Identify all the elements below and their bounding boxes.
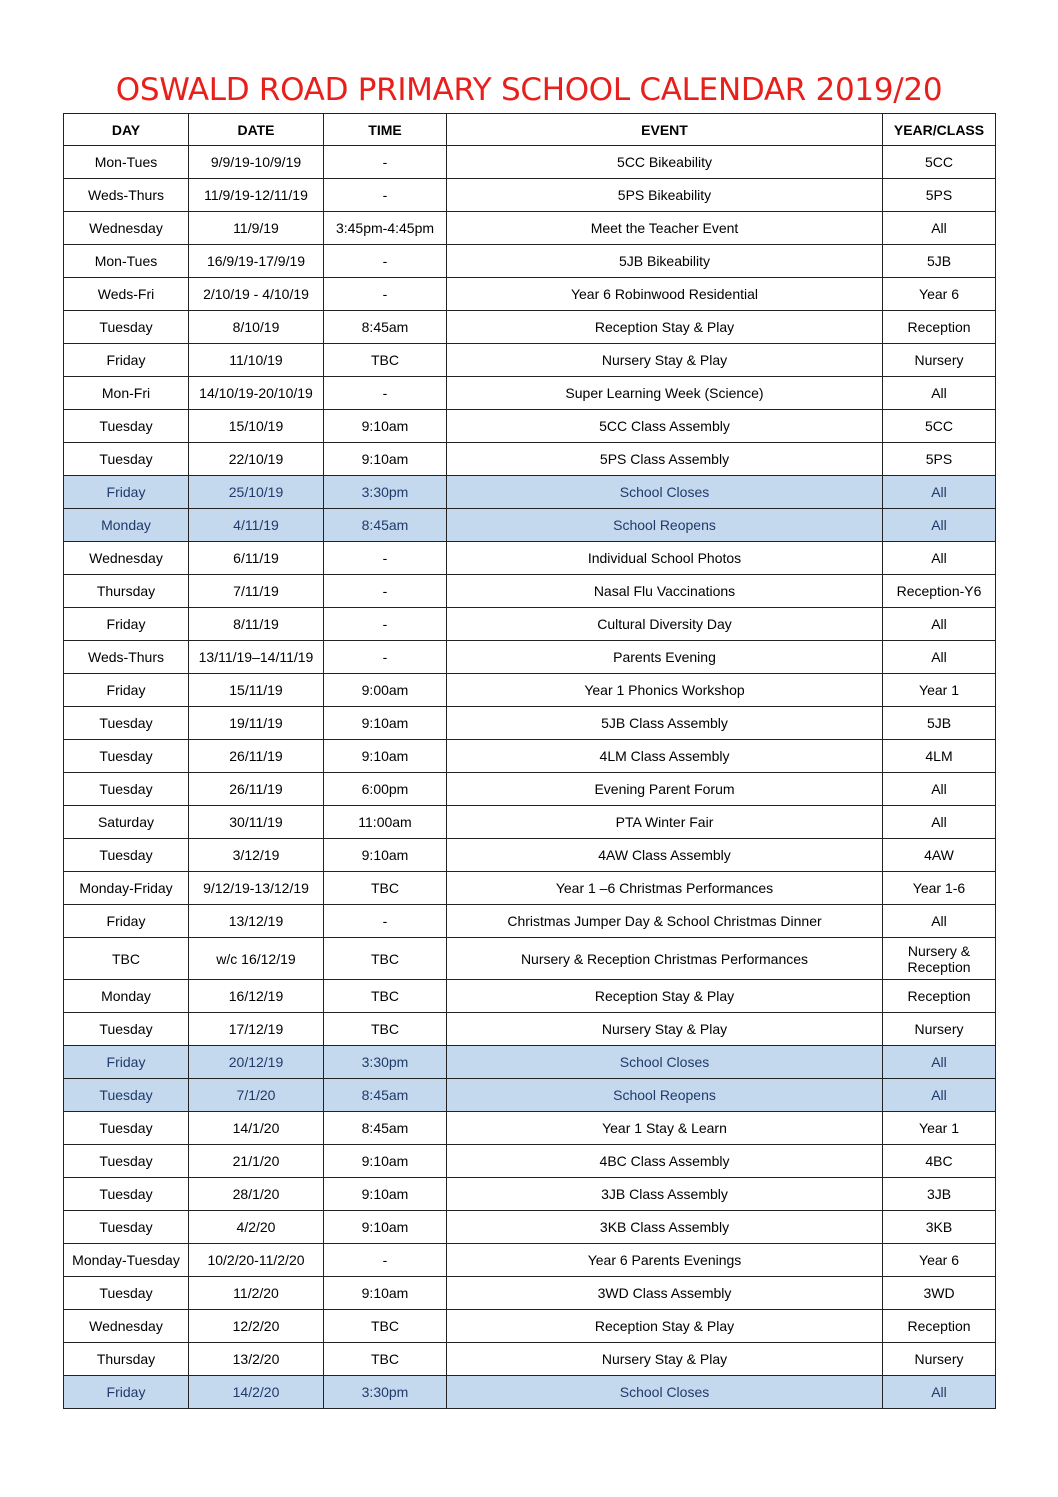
cell-year-class: Reception-Y6 bbox=[883, 575, 996, 608]
cell-time: - bbox=[324, 278, 447, 311]
table-row bbox=[64, 1178, 996, 1211]
table-row bbox=[64, 773, 996, 806]
cell-date: 14/2/20 bbox=[189, 1376, 324, 1409]
header-day: DAY bbox=[64, 114, 189, 146]
cell-time: - bbox=[324, 608, 447, 641]
cell-year-class: Reception bbox=[883, 1310, 996, 1343]
cell-time: 6:00pm bbox=[324, 773, 447, 806]
cell-year-class: 5CC bbox=[883, 410, 996, 443]
holiday-row bbox=[64, 1079, 996, 1112]
cell-day: Friday bbox=[64, 608, 189, 641]
cell-time: - bbox=[324, 575, 447, 608]
cell-time: 8:45am bbox=[324, 1112, 447, 1145]
table-row bbox=[64, 410, 996, 443]
cell-event: Nursery Stay & Play bbox=[447, 1013, 883, 1046]
cell-date: 26/11/19 bbox=[189, 740, 324, 773]
cell-event: 5CC Bikeability bbox=[447, 146, 883, 179]
cell-year-class: All bbox=[883, 1376, 996, 1409]
cell-event: 3JB Class Assembly bbox=[447, 1178, 883, 1211]
table-row bbox=[64, 1112, 996, 1145]
cell-event: 4AW Class Assembly bbox=[447, 839, 883, 872]
cell-year-class: All bbox=[883, 806, 996, 839]
cell-year-class: All bbox=[883, 212, 996, 245]
cell-time: 9:10am bbox=[324, 1277, 447, 1310]
cell-date: 11/10/19 bbox=[189, 344, 324, 377]
cell-date: 22/10/19 bbox=[189, 443, 324, 476]
cell-year-class: All bbox=[883, 542, 996, 575]
table-row bbox=[64, 839, 996, 872]
cell-year-class: 5JB bbox=[883, 245, 996, 278]
cell-day: Tuesday bbox=[64, 1079, 189, 1112]
cell-day: Mon-Tues bbox=[64, 245, 189, 278]
cell-date: 4/2/20 bbox=[189, 1211, 324, 1244]
cell-day: TBC bbox=[64, 938, 189, 980]
cell-day: Saturday bbox=[64, 806, 189, 839]
table-row bbox=[64, 641, 996, 674]
cell-event: Year 6 Robinwood Residential bbox=[447, 278, 883, 311]
cell-year-class: 4BC bbox=[883, 1145, 996, 1178]
cell-date: 14/10/19-20/10/19 bbox=[189, 377, 324, 410]
cell-time: TBC bbox=[324, 1343, 447, 1376]
cell-date: 16/12/19 bbox=[189, 980, 324, 1013]
cell-date: 8/10/19 bbox=[189, 311, 324, 344]
cell-event: School Closes bbox=[447, 476, 883, 509]
cell-time: - bbox=[324, 146, 447, 179]
cell-date: 11/9/19-12/11/19 bbox=[189, 179, 324, 212]
cell-time: TBC bbox=[324, 1013, 447, 1046]
cell-date: 11/9/19 bbox=[189, 212, 324, 245]
calendar-header bbox=[64, 114, 996, 146]
table-row bbox=[64, 1277, 996, 1310]
cell-date: 14/1/20 bbox=[189, 1112, 324, 1145]
cell-day: Weds-Thurs bbox=[64, 641, 189, 674]
cell-event: 3KB Class Assembly bbox=[447, 1211, 883, 1244]
table-row bbox=[64, 1145, 996, 1178]
table-row bbox=[64, 1310, 996, 1343]
cell-time: TBC bbox=[324, 1310, 447, 1343]
cell-event: Nasal Flu Vaccinations bbox=[447, 575, 883, 608]
cell-event: 5CC Class Assembly bbox=[447, 410, 883, 443]
cell-date: w/c 16/12/19 bbox=[189, 938, 324, 980]
cell-day: Tuesday bbox=[64, 311, 189, 344]
cell-time: 9:00am bbox=[324, 674, 447, 707]
cell-event: 4LM Class Assembly bbox=[447, 740, 883, 773]
cell-year-class: Reception bbox=[883, 980, 996, 1013]
cell-date: 13/12/19 bbox=[189, 905, 324, 938]
cell-date: 20/12/19 bbox=[189, 1046, 324, 1079]
cell-date: 17/12/19 bbox=[189, 1013, 324, 1046]
cell-event: Reception Stay & Play bbox=[447, 311, 883, 344]
table-row bbox=[64, 806, 996, 839]
cell-event: Year 1 –6 Christmas Performances bbox=[447, 872, 883, 905]
cell-time: TBC bbox=[324, 344, 447, 377]
holiday-row bbox=[64, 1046, 996, 1079]
cell-event: 4BC Class Assembly bbox=[447, 1145, 883, 1178]
cell-day: Weds-Fri bbox=[64, 278, 189, 311]
cell-event: 5JB Class Assembly bbox=[447, 707, 883, 740]
cell-day: Tuesday bbox=[64, 773, 189, 806]
cell-event: School Reopens bbox=[447, 509, 883, 542]
calendar-body bbox=[64, 146, 996, 1409]
cell-day: Monday bbox=[64, 980, 189, 1013]
cell-date: 15/10/19 bbox=[189, 410, 324, 443]
cell-day: Friday bbox=[64, 1046, 189, 1079]
calendar-table bbox=[63, 113, 996, 1409]
cell-event: Evening Parent Forum bbox=[447, 773, 883, 806]
cell-event: School Reopens bbox=[447, 1079, 883, 1112]
cell-event: PTA Winter Fair bbox=[447, 806, 883, 839]
table-row bbox=[64, 575, 996, 608]
cell-event: Year 1 Stay & Learn bbox=[447, 1112, 883, 1145]
cell-time: - bbox=[324, 641, 447, 674]
cell-year-class: Nursery bbox=[883, 1343, 996, 1376]
cell-date: 3/12/19 bbox=[189, 839, 324, 872]
cell-year-class: 3KB bbox=[883, 1211, 996, 1244]
table-row bbox=[64, 146, 996, 179]
cell-year-class: 5JB bbox=[883, 707, 996, 740]
cell-event: 3WD Class Assembly bbox=[447, 1277, 883, 1310]
cell-date: 13/11/19–14/11/19 bbox=[189, 641, 324, 674]
cell-time: 3:30pm bbox=[324, 1046, 447, 1079]
table-row bbox=[64, 443, 996, 476]
table-row bbox=[64, 740, 996, 773]
cell-date: 21/1/20 bbox=[189, 1145, 324, 1178]
cell-year-class: All bbox=[883, 377, 996, 410]
cell-event: Nursery Stay & Play bbox=[447, 1343, 883, 1376]
cell-day: Tuesday bbox=[64, 1112, 189, 1145]
cell-date: 30/11/19 bbox=[189, 806, 324, 839]
cell-year-class: All bbox=[883, 1046, 996, 1079]
cell-date: 28/1/20 bbox=[189, 1178, 324, 1211]
cell-time: TBC bbox=[324, 980, 447, 1013]
cell-event: Meet the Teacher Event bbox=[447, 212, 883, 245]
cell-day: Friday bbox=[64, 476, 189, 509]
cell-event: Year 1 Phonics Workshop bbox=[447, 674, 883, 707]
table-row bbox=[64, 278, 996, 311]
cell-event: 5PS Class Assembly bbox=[447, 443, 883, 476]
cell-event: 5JB Bikeability bbox=[447, 245, 883, 278]
header-year-class: YEAR/CLASS bbox=[883, 114, 996, 146]
cell-time: 3:30pm bbox=[324, 1376, 447, 1409]
cell-year-class: Year 6 bbox=[883, 278, 996, 311]
cell-year-class: All bbox=[883, 509, 996, 542]
cell-time: 9:10am bbox=[324, 443, 447, 476]
cell-event: Nursery & Reception Christmas Performances bbox=[447, 938, 883, 980]
table-row bbox=[64, 212, 996, 245]
table-row bbox=[64, 311, 996, 344]
cell-date: 2/10/19 - 4/10/19 bbox=[189, 278, 324, 311]
header-event: EVENT bbox=[447, 114, 883, 146]
cell-time: 8:45am bbox=[324, 1079, 447, 1112]
cell-event: Reception Stay & Play bbox=[447, 980, 883, 1013]
cell-day: Friday bbox=[64, 674, 189, 707]
cell-date: 13/2/20 bbox=[189, 1343, 324, 1376]
cell-year-class: Year 1-6 bbox=[883, 872, 996, 905]
cell-day: Thursday bbox=[64, 1343, 189, 1376]
cell-time: 11:00am bbox=[324, 806, 447, 839]
cell-time: 3:45pm-4:45pm bbox=[324, 212, 447, 245]
cell-day: Mon-Tues bbox=[64, 146, 189, 179]
cell-day: Wednesday bbox=[64, 1310, 189, 1343]
cell-date: 6/11/19 bbox=[189, 542, 324, 575]
cell-day: Friday bbox=[64, 344, 189, 377]
cell-day: Tuesday bbox=[64, 1277, 189, 1310]
cell-year-class: Year 1 bbox=[883, 1112, 996, 1145]
table-row bbox=[64, 872, 996, 905]
cell-day: Friday bbox=[64, 905, 189, 938]
holiday-row bbox=[64, 509, 996, 542]
cell-day: Tuesday bbox=[64, 1178, 189, 1211]
cell-time: 9:10am bbox=[324, 740, 447, 773]
cell-day: Tuesday bbox=[64, 740, 189, 773]
cell-time: 9:10am bbox=[324, 839, 447, 872]
cell-date: 26/11/19 bbox=[189, 773, 324, 806]
header-time: TIME bbox=[324, 114, 447, 146]
cell-year-class: 5PS bbox=[883, 443, 996, 476]
cell-day: Thursday bbox=[64, 575, 189, 608]
cell-event: Reception Stay & Play bbox=[447, 1310, 883, 1343]
cell-date: 12/2/20 bbox=[189, 1310, 324, 1343]
cell-year-class: All bbox=[883, 641, 996, 674]
cell-event: Individual School Photos bbox=[447, 542, 883, 575]
cell-date: 9/9/19-10/9/19 bbox=[189, 146, 324, 179]
cell-day: Tuesday bbox=[64, 707, 189, 740]
table-row bbox=[64, 344, 996, 377]
page-title: OSWALD ROAD PRIMARY SCHOOL CALENDAR 2019/20 bbox=[115, 72, 943, 108]
table-row bbox=[64, 245, 996, 278]
cell-year-class: All bbox=[883, 476, 996, 509]
cell-event: Year 6 Parents Evenings bbox=[447, 1244, 883, 1277]
cell-time: 9:10am bbox=[324, 410, 447, 443]
table-row bbox=[64, 707, 996, 740]
cell-day: Tuesday bbox=[64, 443, 189, 476]
cell-day: Tuesday bbox=[64, 839, 189, 872]
cell-time: - bbox=[324, 905, 447, 938]
cell-time: TBC bbox=[324, 938, 447, 980]
cell-day: Tuesday bbox=[64, 1145, 189, 1178]
cell-day: Tuesday bbox=[64, 410, 189, 443]
cell-year-class: Year 6 bbox=[883, 1244, 996, 1277]
cell-time: - bbox=[324, 1244, 447, 1277]
cell-date: 10/2/20-11/2/20 bbox=[189, 1244, 324, 1277]
cell-event: Christmas Jumper Day & School Christmas Dinner bbox=[447, 905, 883, 938]
cell-date: 8/11/19 bbox=[189, 608, 324, 641]
holiday-row bbox=[64, 1376, 996, 1409]
cell-date: 19/11/19 bbox=[189, 707, 324, 740]
cell-date: 25/10/19 bbox=[189, 476, 324, 509]
cell-day: Tuesday bbox=[64, 1013, 189, 1046]
cell-year-class: Year 1 bbox=[883, 674, 996, 707]
cell-day: Friday bbox=[64, 1376, 189, 1409]
cell-year-class: 3JB bbox=[883, 1178, 996, 1211]
cell-year-class: Nursery & Reception bbox=[883, 938, 996, 980]
cell-time: 9:10am bbox=[324, 1211, 447, 1244]
cell-year-class: Nursery bbox=[883, 344, 996, 377]
cell-day: Monday bbox=[64, 509, 189, 542]
cell-day: Wednesday bbox=[64, 542, 189, 575]
cell-event: Parents Evening bbox=[447, 641, 883, 674]
cell-date: 7/11/19 bbox=[189, 575, 324, 608]
table-row bbox=[64, 1211, 996, 1244]
cell-year-class: 4AW bbox=[883, 839, 996, 872]
cell-time: - bbox=[324, 245, 447, 278]
cell-time: - bbox=[324, 179, 447, 212]
cell-year-class: All bbox=[883, 773, 996, 806]
cell-day: Tuesday bbox=[64, 1211, 189, 1244]
table-row bbox=[64, 1343, 996, 1376]
cell-event: 5PS Bikeability bbox=[447, 179, 883, 212]
cell-time: 9:10am bbox=[324, 707, 447, 740]
cell-time: TBC bbox=[324, 872, 447, 905]
cell-date: 15/11/19 bbox=[189, 674, 324, 707]
table-row bbox=[64, 905, 996, 938]
header-date: DATE bbox=[189, 114, 324, 146]
cell-year-class: 4LM bbox=[883, 740, 996, 773]
cell-event: School Closes bbox=[447, 1376, 883, 1409]
cell-date: 4/11/19 bbox=[189, 509, 324, 542]
cell-year-class: All bbox=[883, 608, 996, 641]
cell-time: 8:45am bbox=[324, 311, 447, 344]
cell-year-class: Reception bbox=[883, 311, 996, 344]
table-row bbox=[64, 674, 996, 707]
cell-time: 3:30pm bbox=[324, 476, 447, 509]
cell-event: Super Learning Week (Science) bbox=[447, 377, 883, 410]
cell-time: - bbox=[324, 377, 447, 410]
cell-time: 9:10am bbox=[324, 1145, 447, 1178]
cell-year-class: 5CC bbox=[883, 146, 996, 179]
table-row bbox=[64, 1244, 996, 1277]
table-row bbox=[64, 377, 996, 410]
cell-event: Nursery Stay & Play bbox=[447, 344, 883, 377]
table-row bbox=[64, 542, 996, 575]
cell-time: 9:10am bbox=[324, 1178, 447, 1211]
cell-day: Weds-Thurs bbox=[64, 179, 189, 212]
cell-time: - bbox=[324, 542, 447, 575]
cell-day: Mon-Fri bbox=[64, 377, 189, 410]
cell-date: 11/2/20 bbox=[189, 1277, 324, 1310]
cell-year-class: 3WD bbox=[883, 1277, 996, 1310]
table-row bbox=[64, 1013, 996, 1046]
cell-date: 9/12/19-13/12/19 bbox=[189, 872, 324, 905]
table-row bbox=[64, 179, 996, 212]
table-row bbox=[64, 938, 996, 980]
header-row bbox=[64, 114, 996, 146]
cell-day: Monday-Tuesday bbox=[64, 1244, 189, 1277]
holiday-row bbox=[64, 476, 996, 509]
cell-year-class: All bbox=[883, 1079, 996, 1112]
cell-time: 8:45am bbox=[324, 509, 447, 542]
cell-event: Cultural Diversity Day bbox=[447, 608, 883, 641]
cell-year-class: 5PS bbox=[883, 179, 996, 212]
cell-date: 7/1/20 bbox=[189, 1079, 324, 1112]
cell-year-class: All bbox=[883, 905, 996, 938]
cell-day: Wednesday bbox=[64, 212, 189, 245]
cell-date: 16/9/19-17/9/19 bbox=[189, 245, 324, 278]
cell-year-class: Nursery bbox=[883, 1013, 996, 1046]
cell-event: School Closes bbox=[447, 1046, 883, 1079]
table-row bbox=[64, 980, 996, 1013]
table-row bbox=[64, 608, 996, 641]
cell-day: Monday-Friday bbox=[64, 872, 189, 905]
